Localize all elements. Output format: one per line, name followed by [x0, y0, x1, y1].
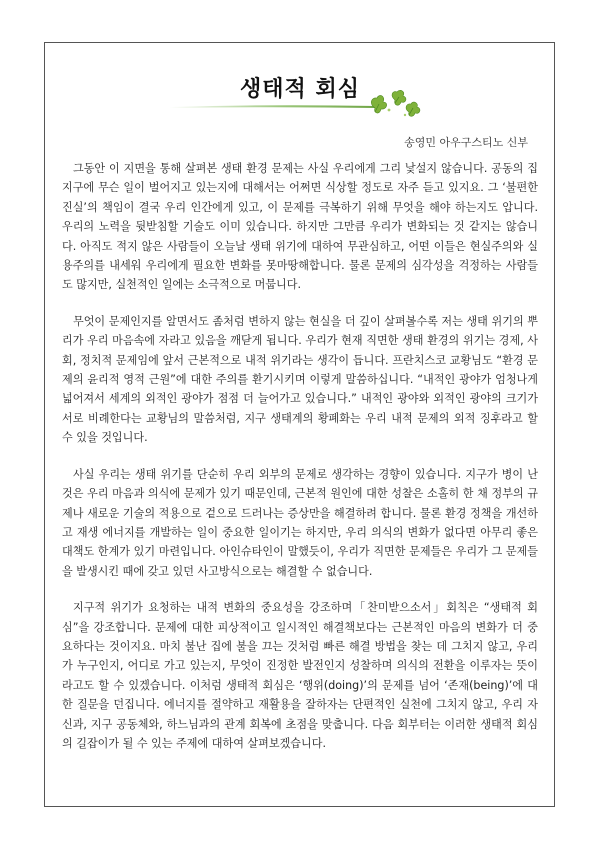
- article-body: [62, 159, 538, 770]
- paragraph: 사실 우리는 생태 위기를 단순히 우리 외부의 문제로 생각하는 경향이 있습니다. 지구가 병이 난 것은 우리 마음과 의식에 문제가 있기 때문인데, 근본적 원인에 대한 성찰은 소홀히 한 채 정부의 규제나 새로운 기술의 적용으로 겉으로 드러나는 증상만을 해결하려 합니다. 물론 환경 정책을 개선하고 재생 에너지를 개발하는 일이 중요한 일이기는 하지만, 우리 의식의 변화가 없다면 아무리 좋은 대책도 한계가 있기 마련입니다. 아인슈타인이 말했듯이, 우리가 직면한 문제들은 우리가 그 문제들을 발생시킨 때에 갖고 있던 사고방식으로는 해결할 수 없습니다.: [62, 467, 538, 578]
- paragraph: 지구적 위기가 요청하는 내적 변화의 중요성을 강조하며「찬미받으소서」회칙은 “생태적 회심”을 강조합니다. 문제에 대한 피상적이고 일시적인 해결책보다는 근본적인 마음의 변화가 더 중요하다는 것이지요. 마치 불난 집에 불을 끄는 것처럼 빠른 해결 방법을 찾는 데 그치지 않고, 우리가 누구인지, 어디로 가고 있는지, 무엇이 진정한 발전인지 성찰하며 의식의 전환을 이루자는 뜻이라고도 할 수 있겠습니다. 이처럼 생태적 회심은 ‘행위(doing)’의 문제를 넘어 ‘존재(being)’에 대한 질문을 던집니다. 에너지를 절약하고 재활용을 잘하자는 단편적인 실천에 그치지 않고, 우리 자신과, 지구 공동체와, 하느님과의 관계 회복에 초점을 맞춥니다. 다음 회부터는 이러한 생태적 회심의 길잡이가 될 수 있는 주제에 대하여 살펴보겠습니다.: [62, 601, 538, 750]
- paragraph: 무엇이 문제인지를 알면서도 좀처럼 변하지 않는 현실을 더 깊이 살펴볼수록 저는 생태 위기의 뿌리가 우리 마음속에 자라고 있음을 깨닫게 됩니다. 우리가 현재 직면한 생태 환경의 위기는 경제, 사회, 정치적 문제임에 앞서 근본적으로 내적 위기라는 생각이 듭니다. 프란치스코 교황님도 “환경 문제의 윤리적 영적 근원”에 대한 주의를 환기시키며 이렇게 말씀하십니다. “내적인 광야가 엄청나게 넓어져서 세계의 외적인 광야가 점점 더 늘어가고 있습니다.” 내적인 광야와 외적인 광야의 크기가 서로 비례한다는 교황님의 말씀처럼, 지구 생태계의 황폐화는 우리 내적 문제의 외적 징후라고 할 수 있을 것입니다.: [62, 314, 538, 445]
- author-byline: 송영민 아우구스티노 신부: [404, 136, 528, 149]
- page-title: 생태적 회심: [240, 77, 360, 102]
- paragraph: 그동안 이 지면을 통해 살펴본 생태 환경 문제는 사실 우리에게 그리 낯설지 않습니다. 공동의 집 지구에 무슨 일이 벌어지고 있는지에 대해서는 어쩌면 식상할 정도로 자주 듣고 있지요. 그 ‘불편한 진실’의 책임이 결국 우리 인간에게 있고, 이 문제를 극복하기 위해 무엇을 해야 하는지도 압니다. 우리의 노력을 뒷받침할 기술도 이미 있습니다. 하지만 그만큼 우리가 변화되는 것 같지는 않습니다. 아직도 적지 않은 사람들이 오늘날 생태 위기에 대하여 무관심하고, 어떤 이들은 현실주의와 실용주의를 내세워 우리에게 필요한 변화를 못마땅해합니다. 물론 문제의 심각성을 걱정하는 사람들도 많지만, 실천적인 일에는 소극적으로 머뭅니다.: [62, 162, 538, 292]
- leaf-cluster-icon: [365, 88, 425, 120]
- title-underline: [170, 103, 376, 109]
